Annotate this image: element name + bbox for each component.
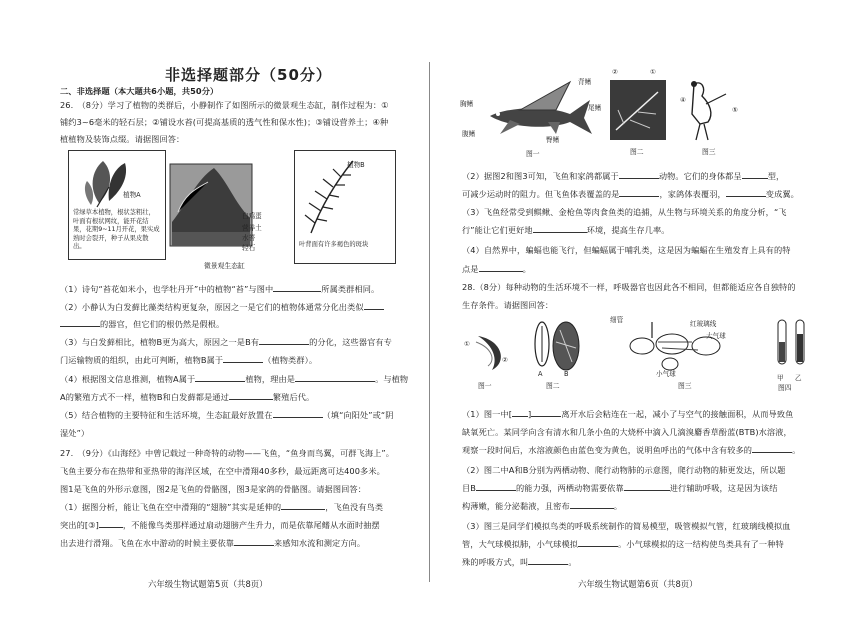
model-label-tube: 细管 (610, 316, 624, 324)
q26-sub3 (60, 336, 392, 348)
page-title: 非选择题部分（50分） (165, 66, 332, 84)
q26-sub2-text-b: 的器官，但它们的根仍然是假根。 (100, 319, 225, 329)
answer-blank[interactable] (726, 188, 766, 197)
figure1-caption: 图一 (526, 150, 540, 158)
answer-blank[interactable] (578, 538, 618, 547)
fish-label-dorsal: 背鳍 (578, 78, 592, 86)
answer-blank[interactable] (570, 500, 614, 509)
answer-blank[interactable] (512, 408, 528, 417)
plant-b-note: 叶背面有许多褐色的斑块 (299, 241, 369, 248)
q28-figure1-caption: 图一 (478, 382, 492, 390)
answer-blank[interactable] (619, 170, 659, 179)
page-footer: 六年级生物试题第6页（共8页） (578, 579, 698, 589)
respiration-figures (462, 312, 832, 392)
q28-stem-line2: 生存条件。请据图回答： (462, 300, 554, 310)
flying-fish-figure (460, 72, 610, 158)
test-tubes-drawing (772, 314, 812, 374)
q28-sub2-text-e: 构薄嫩，能分泌黏液，且密布 (462, 501, 570, 511)
q27-sub1-text-f: 来感知水流和测定方向。 (274, 538, 366, 548)
q27-sub3-text-b: 行”能让它们更好地 (462, 225, 533, 235)
tank-label-1: 白鸡蛋 (242, 212, 262, 220)
q27-sub2-text-c: 型， (767, 171, 785, 181)
plant-a-label: 植物A (123, 191, 141, 199)
q28-sub3-text-d: 殊的呼吸方式，叫 (462, 557, 529, 567)
gill-drawing (472, 332, 512, 372)
lung-label-a: A (538, 370, 543, 378)
q27-sub2-text: （2）据图2和图3可知，飞鱼和家鸽都属于 (462, 171, 619, 181)
q27-sub1-text-e: 出去进行滑翔。飞鱼在水中游动的时候主要依靠 (60, 538, 235, 548)
q27-sub2-cont (462, 188, 799, 200)
answer-blank[interactable] (195, 373, 245, 382)
pigeon-skeleton-drawing (680, 74, 740, 144)
q26-stem-line1: 26. （8分）学习了植物的类群后，小静制作了如图所示的微景观生态缸，制作过程为：① (60, 100, 389, 110)
fig2-mark-1: ① (650, 68, 656, 76)
q26-sub4-text-c: 。与植物 (375, 374, 409, 384)
fish-label-anal: 臀鳍 (546, 136, 560, 144)
q28-stem-line1: 28.（8分）每种动物的生活环境不一样，呼吸器官也因此各不相同，但都能适应各自独特的 (462, 282, 796, 292)
q27-sub4-cont (462, 263, 531, 275)
answer-blank[interactable] (619, 188, 659, 197)
q26-sub2-cont (60, 318, 224, 330)
tank-figure (168, 158, 288, 270)
q27-sub1-cont (60, 519, 380, 531)
q27-sub2-text-d: 可减少运动时的阻力。但飞鱼体表覆盖的是 (462, 189, 620, 199)
q28-figure2-caption: 图二 (546, 382, 560, 390)
answer-blank[interactable] (531, 408, 561, 417)
answer-blank[interactable] (60, 318, 100, 327)
tank-label-4: 轻石 (242, 244, 256, 252)
answer-blank[interactable] (752, 444, 792, 453)
answer-blank[interactable] (742, 170, 768, 179)
q27-stem-line3: 图1是飞鱼的外形示意图，图2是飞鱼的骨骼图，图3是家鸽的骨骼图。请据图回答： (60, 484, 366, 494)
q27-sub1-text-c: 突出的[③] (60, 520, 99, 530)
q27-sub1-cont2 (60, 537, 365, 549)
q26-sub5-text: （5）结合植物的主要特征和生活环境，生态缸最好放置在 (60, 410, 273, 420)
model-label-small-balloon: 小气球 (656, 370, 676, 378)
fish-label-pectoral: 胸鳍 (460, 100, 474, 108)
answer-blank[interactable] (624, 482, 670, 491)
answer-blank[interactable] (223, 354, 263, 363)
q28-sub1-cont: 缺氧死亡。某同学向含有清水和几条小鱼的大烧杯中滴入几滴溴麝香草酚蓝(BTB)水溶液， (462, 427, 792, 437)
q27-stem-line2: 飞鱼主要分布在热带和亚热带的海洋区域，在空中滑翔40多秒，最远距离可达400多米。 (60, 466, 385, 476)
fig3-mark-5: ⑤ (732, 106, 738, 114)
fig3-mark-4: ④ (680, 96, 686, 104)
tank-label-3: 水苔 (242, 234, 256, 242)
q26-sub5-text-b: （填“向阳处”或“阴 (322, 410, 394, 420)
plant-b-figure (294, 150, 396, 264)
q27-sub3: （3）飞鱼经常受到鲯鳅、金枪鱼等肉食鱼类的追捕，从生物与环境关系的角度分析，“飞 (462, 207, 787, 217)
q27-sub1-text-b: ，飞鱼没有鸟类 (325, 502, 384, 512)
skeleton-photo (610, 80, 666, 140)
plant-b-fern-drawing (301, 157, 361, 237)
q26-stem-line3: 植植物及装饰点缀。请据图回答： (60, 134, 185, 144)
answer-blank[interactable] (99, 519, 123, 528)
q28-sub2-text-f: 。 (613, 501, 623, 511)
q28-sub1-text-b: ] (528, 409, 532, 419)
plant-a-note: 常绿草本植物，根状茎粗壮，叶面有根状网纹，能开花结果，花期9~11月开花，果实成熟时会裂开，种子从果皮散出。 (73, 209, 160, 250)
skeleton-lines (610, 80, 666, 140)
q26-sub3-text-d: （植物类群）。 (263, 355, 318, 365)
plant-a-figure (68, 150, 166, 260)
tank-label-2: 营养土 (242, 224, 262, 232)
fig2-mark-2: ② (612, 68, 618, 76)
answer-blank[interactable] (476, 482, 516, 491)
q28-sub1-text: （1）图一中[ (462, 409, 513, 419)
q28-sub1-text-e: 观察一段时间后，水溶液颜色由蓝色变为黄色，说明鱼呼出的气体中含有较多的 (462, 445, 753, 455)
q28-sub1-text-f: 。 (792, 445, 801, 455)
fish-label-caudal: 尾鳍 (588, 104, 602, 112)
q26-sub5-cont: 湿处”） (60, 428, 90, 438)
tube-label-jia: 甲 (777, 374, 784, 382)
fig1-mark-1: ① (464, 340, 470, 348)
q26-sub3-text-b: 的分化，这些器官有专 (309, 337, 392, 347)
fig1-mark-2: ② (502, 356, 508, 364)
plant-b-label: 植物B (347, 161, 365, 169)
q28-sub3: （3）图三是同学们模拟鸟类的呼吸系统制作的简易模型，吸管模拟气管，红玻璃线模拟血 (462, 521, 791, 531)
figure3-caption: 图三 (702, 148, 716, 156)
answer-blank[interactable] (295, 373, 375, 382)
section-heading: 二、非选择题（本大题共6小题，共50分） (60, 86, 219, 96)
answer-blank[interactable] (229, 391, 273, 400)
fish-label-pelvic: 腹鳍 (462, 130, 476, 138)
q28-figure3-caption: 图三 (678, 382, 692, 390)
lung-label-b: B (564, 370, 569, 378)
answer-blank[interactable] (479, 263, 523, 272)
tank-caption: 微景观生态缸 (204, 262, 245, 270)
q28-sub2-cont2 (462, 500, 622, 512)
q28-sub2-text-b: 目B (462, 483, 477, 493)
q28-figure4-caption: 图四 (778, 384, 792, 392)
answer-blank[interactable] (528, 556, 568, 565)
q28-sub2-text-d: 进行辅助呼吸，这是因为该结 (669, 483, 778, 493)
q27-sub4-text-b: 点是 (462, 264, 479, 274)
lung-drawing (532, 318, 582, 374)
q27-stem-line1: 27. （9分）《山海经》中曾记载过一种奇特的动物——飞鱼，“鱼身而鸟翼，可群飞海上”。 (60, 448, 395, 458)
answer-blank[interactable] (234, 537, 274, 546)
q28-sub1-cont2 (462, 444, 800, 456)
q27-sub2-text-f: 变成翼。 (765, 189, 799, 199)
model-label-big-balloon: 大气球 (706, 332, 726, 340)
q26-stem-line2: 铺约3~6毫米的轻石层；②铺设水苔(可提高基质的透气性和保水性)；③铺设营养土；④种 (60, 117, 389, 127)
q26-sub4-cont (60, 391, 314, 403)
q26-sub5 (60, 409, 394, 421)
model-label-red-line: 红玻璃线 (690, 320, 717, 328)
q26-sub4-text-e: 繁殖后代。 (272, 392, 315, 402)
answer-blank[interactable] (273, 409, 323, 418)
q27-sub2 (462, 170, 784, 182)
q26-sub3-cont (60, 354, 317, 366)
q26-sub3-text-c: 门运输物质的组织，由此可判断，植物B属于 (60, 355, 224, 365)
q27-sub3-cont (462, 224, 670, 236)
answer-blank[interactable] (259, 336, 309, 345)
q26-sub3-text: （3）与白发藓相比，植物B更为高大，原因之一是B有 (60, 337, 260, 347)
q28-sub3-cont2 (462, 556, 577, 568)
page-footer: 六年级生物试题第5页（共8页） (148, 579, 268, 589)
q28-sub1-text-c: 离开水后会粘连在一起，减小了与空气的接触面积，从而导致鱼 (561, 409, 794, 419)
q27-sub4-text-c: 。 (522, 264, 531, 274)
q28-sub2-cont (462, 482, 778, 494)
q26-sub2 (60, 301, 384, 313)
bird-model-drawing (622, 318, 752, 374)
q26-sub1-text-b: 所属类群相同。 (321, 284, 380, 294)
q26-sub4-text-b: 植物，理由是 (245, 374, 296, 384)
answer-blank[interactable] (273, 283, 321, 292)
answer-blank[interactable] (533, 224, 587, 233)
q28-sub3-cont (462, 538, 784, 550)
q26-sub4 (60, 373, 408, 385)
q28-sub3-text-e: 。 (568, 557, 577, 567)
plant-a-drawing (69, 151, 165, 209)
q27-sub2-text-e: ，家鸽体表覆羽， (659, 189, 726, 199)
q26-sub1 (60, 283, 379, 295)
q28-sub1 (462, 408, 793, 420)
q26-sub2-text: （2）小静认为白发藓比藻类结构更复杂，原因之一是它们的植物体通常分化出类似 (60, 302, 364, 312)
figure2-caption: 图二 (630, 148, 644, 156)
q27-sub1-text-d: ，不能像鸟类那样通过扇动翅膀产生升力，而是依靠尾鳍从水面时抽摆 (122, 520, 380, 530)
fish-skeleton-figure (608, 66, 668, 158)
answer-blank[interactable] (281, 501, 325, 510)
q27-sub3-text-c: 环境，提高生存几率。 (586, 225, 670, 235)
q26-sub4-text-d: A的繁殖方式不一样，植物B和白发藓都是通过 (60, 392, 229, 402)
q27-sub1-text: （1）据图分析，能让飞鱼在空中滑翔的“翅膀”其实是延伸的 (60, 502, 282, 512)
q27-sub4: （4）自然界中，蝙蝠也能飞行，但蝙蝠属于哺乳类，这是因为蝙蝠在生殖发育上具有的特 (462, 245, 791, 255)
q28-sub2-text-c: 的能力强，两栖动物需要依靠 (516, 483, 624, 493)
q28-sub2: （2）图二中A和B分别为两栖动物、爬行动物肺的示意图，爬行动物的肺更发达，所以题 (462, 465, 786, 475)
answer-blank[interactable] (364, 301, 384, 310)
pigeon-skeleton-figure (680, 74, 750, 158)
q28-sub3-text-b: 管，大气球模拟肺，小气球模拟 (462, 539, 579, 549)
right-page (430, 0, 860, 619)
q27-sub2-text-b: 动物。它们的身体都呈 (658, 171, 742, 181)
q28-sub3-text-c: 。小气球模拟的这一结构使鸟类具有了一种特 (618, 539, 784, 549)
q26-sub1-text: （1）诗句“苔花如米小，也学牡丹开”中的植物“苔”与图中 (60, 284, 274, 294)
q26-sub4-text: （4）根据图文信息推测，植物A属于 (60, 374, 196, 384)
tube-label-yi: 乙 (795, 374, 802, 382)
q27-sub1 (60, 501, 383, 513)
